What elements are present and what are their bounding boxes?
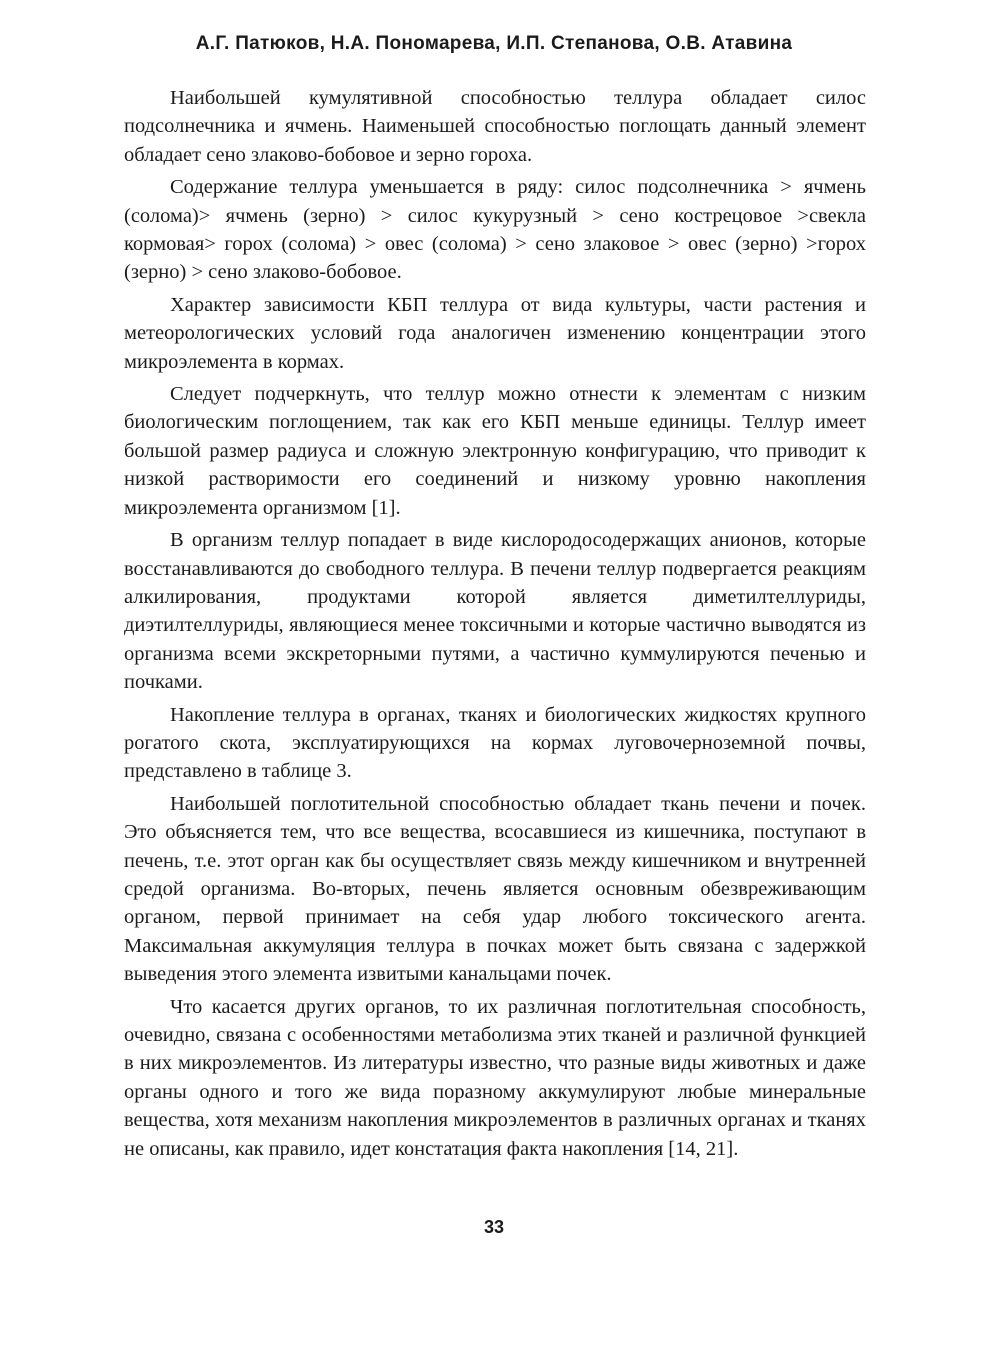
page-number: 33: [483, 1217, 505, 1237]
paragraph: Что касается других органов, то их различная поглотительная способность, очевидно, связана с особенностями метаболизма этих тканей и различной функцией в них микроэлементов. Из литературы известно, что разные виды животных и даже органы одного и того же вида поразному аккумулируют любые минеральные вещества, хотя механизм накопления микроэлементов в различных органах и тканях не описаны, как правило, идет констатация факта накопления [14, 21].: [124, 995, 866, 1160]
paragraph: Содержание теллура уменьшается в ряду: силос подсолнечника > ячмень (солома)> ячмень (зерно) > силос кукурузный > сено кострецовое >свекла кормовая> горох (солома) > овес (солома) > сено злаковое > овес (зерно) >горох (зерно) > сено злаково-бобовое.: [124, 176, 866, 284]
paragraph: В организм теллур попадает в виде кислородосодержащих анионов, которые восстанавливаются до свободного теллура. В печени теллур подвергается реакциям алкилирования, продуктами которой является диметилтеллуриды, диэтилтеллуриды, являющиеся менее токсичными и которые частично выводятся из организма всеми экскреторными путями, а частично куммулируются печенью и почками.: [124, 529, 866, 694]
paragraph: Наибольшей кумулятивной способностью теллура обладает силос подсолнечника и ячмень. Наименьшей способностью поглощать данный элемент обладает сено злаково-бобовое и зерно гороха.: [124, 87, 866, 166]
paragraph: Наибольшей поглотительной способностью обладает ткань печени и почек. Это объясняется тем, что все вещества, всосавшиеся из кишечника, поступают в печень, т.е. этот орган как бы осуществляет связь между кишечником и внутренней средой организма. Во-вторых, печень является основным обезвреживающим органом, первой принимает на себя удар любого токсического агента. Максимальная аккумуляция теллура в почках может быть связана с задержкой выведения этого элемента извитыми канальцами почек.: [124, 792, 866, 986]
body-text: [124, 84, 866, 1167]
paragraph: Следует подчеркнуть, что теллур можно отнести к элементам с низким биологическим поглощением, так как его КБП меньше единицы. Теллур имеет большой размер радиуса и сложную электронную конфигурацию, что приводит к низкой растворимости его соединений и низкому уровню накопления микроэлемента организмом [1].: [124, 383, 866, 519]
paragraph: Накопление теллура в органах, тканях и биологических жидкостях крупного рогатого скота, эксплуатирующихся на кормах луговочерноземной почвы, представлено в таблице 3.: [124, 703, 866, 783]
running-head-authors: А.Г. Патюков, Н.А. Пономарева, И.П. Степанова, О.В. Атавина: [195, 33, 793, 54]
paragraph: Характер зависимости КБП теллура от вида культуры, части растения и метеорологических условий года аналогичен изменению концентрации этого микроэлемента в кормах.: [124, 293, 866, 373]
